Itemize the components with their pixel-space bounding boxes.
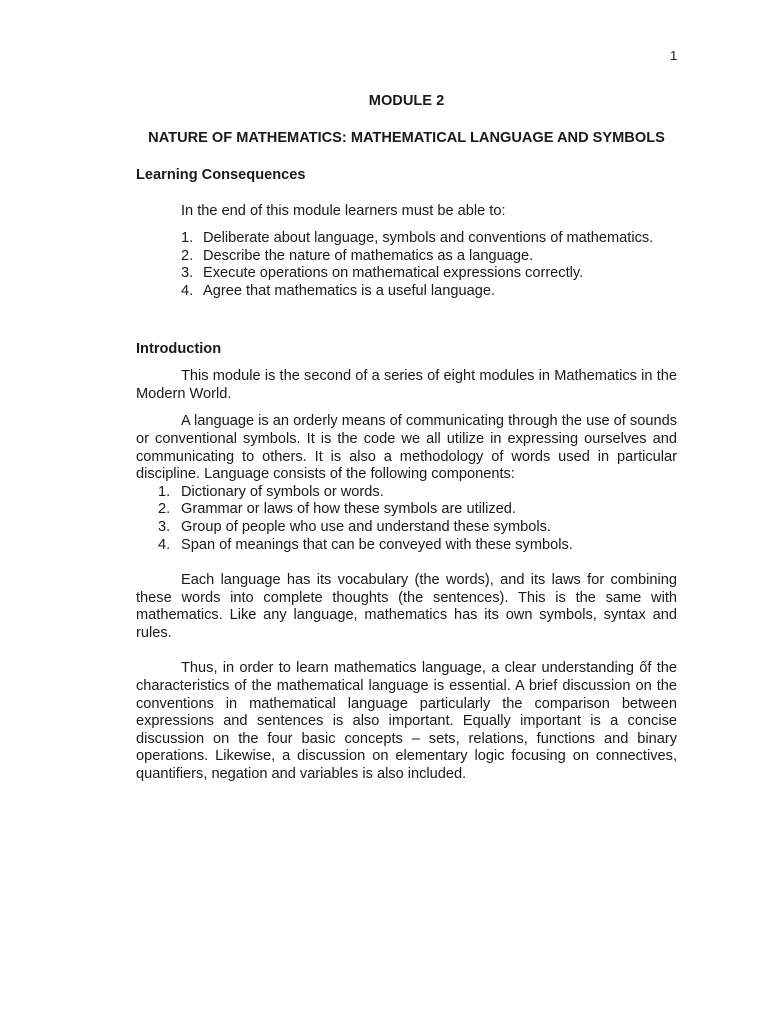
list-text: Execute operations on mathematical expressions correctly. bbox=[203, 265, 584, 282]
list-number: 1. bbox=[181, 230, 194, 247]
list-number: 2. bbox=[181, 247, 194, 264]
list-text: Agree that mathematics is a useful language. bbox=[203, 282, 496, 299]
list-item bbox=[136, 537, 677, 555]
list-item bbox=[136, 248, 677, 266]
intro-paragraph-1: This module is the second of a series of eight modules in Mathematics in the Modern World. bbox=[136, 368, 677, 402]
list-text: Dictionary of symbols or words. bbox=[181, 483, 384, 500]
document-body bbox=[136, 93, 677, 784]
list-number: 4. bbox=[181, 282, 194, 299]
components-list bbox=[136, 484, 677, 554]
intro-paragraph-4: Thus, in order to learn mathematics language, a clear understanding ốf the characteristics of the mathematical language is essential. A brief discussion on the conventions in mathematical language particularly the comparison between expressions and sentences is also important. Equally important is a concise discussion on the four basic concepts – sets, relations, functions and binary operations. Likewise, a discussion on elementary logic focusing on connectives, quantifiers, negation and variables is also included. bbox=[136, 660, 677, 783]
intro-paragraph-2: A language is an orderly means of communicating through the use of sounds or conventional symbols. It is the code we all utilize in expressing ourselves and communicating to others. It is also a methodology of words used in particular discipline. Language consists of the following components: bbox=[136, 413, 677, 483]
list-text: Span of meanings that can be conveyed with these symbols. bbox=[181, 536, 573, 553]
learning-consequences-heading: Learning Consequences bbox=[136, 167, 306, 183]
objectives-list bbox=[136, 230, 677, 300]
list-item bbox=[136, 519, 677, 537]
main-title: NATURE OF MATHEMATICS: MATHEMATICAL LANGUAGE AND SYMBOLS bbox=[148, 130, 665, 146]
list-text: Describe the nature of mathematics as a language. bbox=[203, 247, 534, 264]
list-item bbox=[136, 484, 677, 502]
list-text: Grammar or laws of how these symbols are utilized. bbox=[181, 501, 516, 518]
page-number: 1 bbox=[670, 48, 678, 63]
list-text: Deliberate about language, symbols and conventions of mathematics. bbox=[203, 230, 654, 247]
module-title: MODULE 2 bbox=[368, 93, 445, 109]
list-number: 4. bbox=[158, 536, 171, 553]
list-number: 3. bbox=[181, 265, 194, 282]
list-item bbox=[136, 501, 677, 519]
introduction-heading: Introduction bbox=[136, 340, 222, 357]
list-number: 2. bbox=[158, 501, 171, 518]
list-item bbox=[136, 265, 677, 283]
list-number: 3. bbox=[158, 518, 171, 535]
list-item bbox=[136, 283, 677, 301]
list-number: 1. bbox=[158, 483, 171, 500]
intro-paragraph-3: Each language has its vocabulary (the words), and its laws for combining these words into complete thoughts (the sentences). This is the same with mathematics. Like any language, mathematics has its own symbols, syntax and rules. bbox=[136, 572, 677, 641]
learning-intro: In the end of this module learners must be able to: bbox=[181, 202, 506, 219]
list-item bbox=[136, 230, 677, 248]
list-text: Group of people who use and understand these symbols. bbox=[181, 518, 551, 535]
